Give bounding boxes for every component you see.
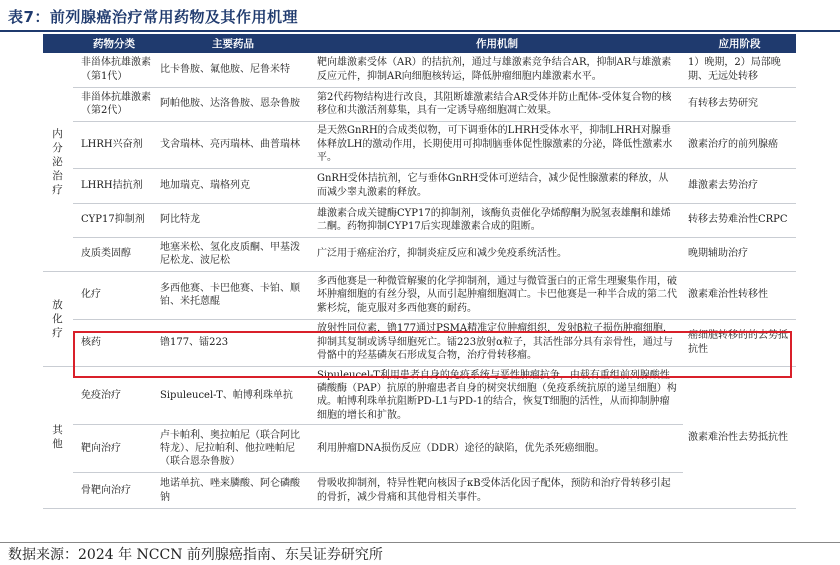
- stage-cell: 晚期辅助治疗: [683, 237, 796, 271]
- group-other: 其他: [43, 366, 73, 509]
- source-note: 数据来源：2024 年 NCCN 前列腺癌指南、东吴证券研究所: [8, 547, 383, 563]
- table-row: [43, 121, 796, 168]
- mechanism-cell: 放射性同位素，镥177通过PSMA精准定位肿瘤组织，发射β粒子损伤肿瘤细胞，抑制其复制或诱导细胞死亡。镭223放射α粒子，其活性部分具有亲骨性，通过与骨骼中的羟基磷灰石形成复合物，治疗骨转移瘤。: [311, 319, 683, 366]
- stage-cell: 癌细胞转移的的去势抵抗性: [683, 319, 796, 366]
- header-category: [43, 34, 73, 53]
- table-row: [43, 237, 796, 271]
- drug-class-cell: 化疗: [73, 271, 155, 319]
- table-row: [43, 203, 796, 237]
- title-rule: [0, 30, 840, 32]
- drugs-cell: Sipuleucel-T、帕博利珠单抗: [155, 366, 311, 425]
- mechanism-cell: 骨吸收抑制剂，特异性靶向核因子κB受体活化因子配体，预防和治疗骨转移引起的骨折，减少骨痛和其他骨相关事件。: [311, 473, 683, 509]
- table-row: [43, 53, 796, 87]
- mechanism-cell: 多西他赛是一种微管解聚的化学抑制剂，通过与微管蛋白的正常生理聚集作用，破坏肿瘤细胞的有丝分裂，从而引起肿瘤细胞凋亡。卡巴他赛是一种半合成的第二代紫杉烷，能克服对多西他赛的耐药。: [311, 271, 683, 319]
- mechanism-cell: 雄激素合成关键酶CYP17的抑制剂，该酶负责催化孕烯醇酮为脱氢表雄酮和雄烯二酮。药物抑制CYP17后实现雄激素合成的阻断。: [311, 203, 683, 237]
- mechanism-cell: GnRH受体拮抗剂，它与垂体GnRH受体可逆结合，减少促性腺激素的释放，从而减少睾丸激素的释放。: [311, 168, 683, 203]
- group-endocrine: 内分泌治疗: [43, 53, 73, 271]
- drugs-cell: 比卡鲁胺、氟他胺、尼鲁米特: [155, 53, 311, 87]
- drug-table: [43, 34, 796, 509]
- drugs-cell: 镥177、镭223: [155, 319, 311, 366]
- drug-class-cell: 靶向治疗: [73, 425, 155, 473]
- header-mechanism: 作用机制: [311, 34, 683, 53]
- header-drugs: 主要药品: [155, 34, 311, 53]
- stage-cell: 有转移去势研究: [683, 87, 796, 121]
- stage-cell: 激素治疗的前列腺癌: [683, 121, 796, 168]
- drug-class-cell: 骨靶向治疗: [73, 473, 155, 509]
- drugs-cell: 阿比特龙: [155, 203, 311, 237]
- drugs-cell: 地诺单抗、唑来膦酸、阿仑磷酸钠: [155, 473, 311, 509]
- drugs-cell: 地加瑞克、瑞格列克: [155, 168, 311, 203]
- drugs-cell: 多西他赛、卡巴他赛、卡铂、顺铂、米托蒽醌: [155, 271, 311, 319]
- mechanism-cell: 第2代药物结构进行改良，其阻断雄激素结合AR受体并防止配体-受体复合物的核移位和共激活剂募集，具有一定诱导癌细胞凋亡效果。: [311, 87, 683, 121]
- stage-cell: 转移去势难治性CRPC: [683, 203, 796, 237]
- mechanism-cell: 利用肿瘤DNA损伤反应（DDR）途径的缺陷，优先杀死癌细胞。: [311, 425, 683, 473]
- drug-class-cell: 非甾体抗雄激素（第1代）: [73, 53, 155, 87]
- stage-cell: 雄激素去势治疗: [683, 168, 796, 203]
- group-radio: 放化疗: [43, 271, 73, 366]
- drug-class-cell: CYP17抑制剂: [73, 203, 155, 237]
- mechanism-cell: 广泛用于癌症治疗，抑制炎症反应和减少免疫系统活性。: [311, 237, 683, 271]
- table-row: [43, 366, 796, 425]
- table-row-highlighted: [43, 319, 796, 366]
- table-row: [43, 87, 796, 121]
- header-stage: 应用阶段: [683, 34, 796, 53]
- drug-class-cell: LHRH兴奋剂: [73, 121, 155, 168]
- table-header-row: [43, 34, 796, 53]
- mechanism-cell: 靶向雄激素受体（AR）的拮抗剂，通过与雄激素竞争结合AR，抑制AR与雄激素反应元件，抑制AR向细胞核转运，降低肿瘤细胞内雄激素水平。: [311, 53, 683, 87]
- drugs-cell: 阿帕他胺、达洛鲁胺、恩杂鲁胺: [155, 87, 311, 121]
- drugs-cell: 戈舍瑞林、亮丙瑞林、曲普瑞林: [155, 121, 311, 168]
- table-row: [43, 168, 796, 203]
- drug-class-cell: 核药: [73, 319, 155, 366]
- drug-class-cell: 皮质类固醇: [73, 237, 155, 271]
- stage-cell: 激素难治性去势抵抗性: [683, 366, 796, 509]
- table-row: [43, 271, 796, 319]
- drugs-cell: 地塞米松、氢化皮质酮、甲基泼尼松龙、波尼松: [155, 237, 311, 271]
- bottom-rule: [0, 542, 840, 543]
- drug-class-cell: 非甾体抗雄激素（第2代）: [73, 87, 155, 121]
- table-title: 表7：前列腺癌治疗常用药物及其作用机理: [8, 8, 298, 26]
- stage-cell: 激素难治性转移性: [683, 271, 796, 319]
- mechanism-cell: 是天然GnRH的合成类似物，可下调垂体的LHRH受体水平，抑制LHRH对腺垂体释放LH的激动作用，长期使用可抑制脑垂体促性腺激素的分泌，降低性激素水平。: [311, 121, 683, 168]
- mechanism-cell: Sipuleucel-T利用患者自身的免疫系统与恶性肿瘤抗争，由载有重组前列腺酸性磷酸酶（PAP）抗原的肿瘤患者自身的树突状细胞（免疫系统抗原的递呈细胞）构成。帕博利珠单抗阻断PD-L1与PD-1的结合，恢复T细胞的活性，从而抑制肿瘤细胞的增长和扩散。: [311, 366, 683, 425]
- drug-class-cell: LHRH拮抗剂: [73, 168, 155, 203]
- drugs-cell: 卢卡帕利、奥拉帕尼（联合阿比特龙）、尼拉帕利、他拉唑帕尼（联合恩杂鲁胺）: [155, 425, 311, 473]
- header-drug-class: 药物分类: [73, 34, 155, 53]
- drug-class-cell: 免疫治疗: [73, 366, 155, 425]
- stage-cell: 1）晚期，2）局部晚期、无远处转移: [683, 53, 796, 87]
